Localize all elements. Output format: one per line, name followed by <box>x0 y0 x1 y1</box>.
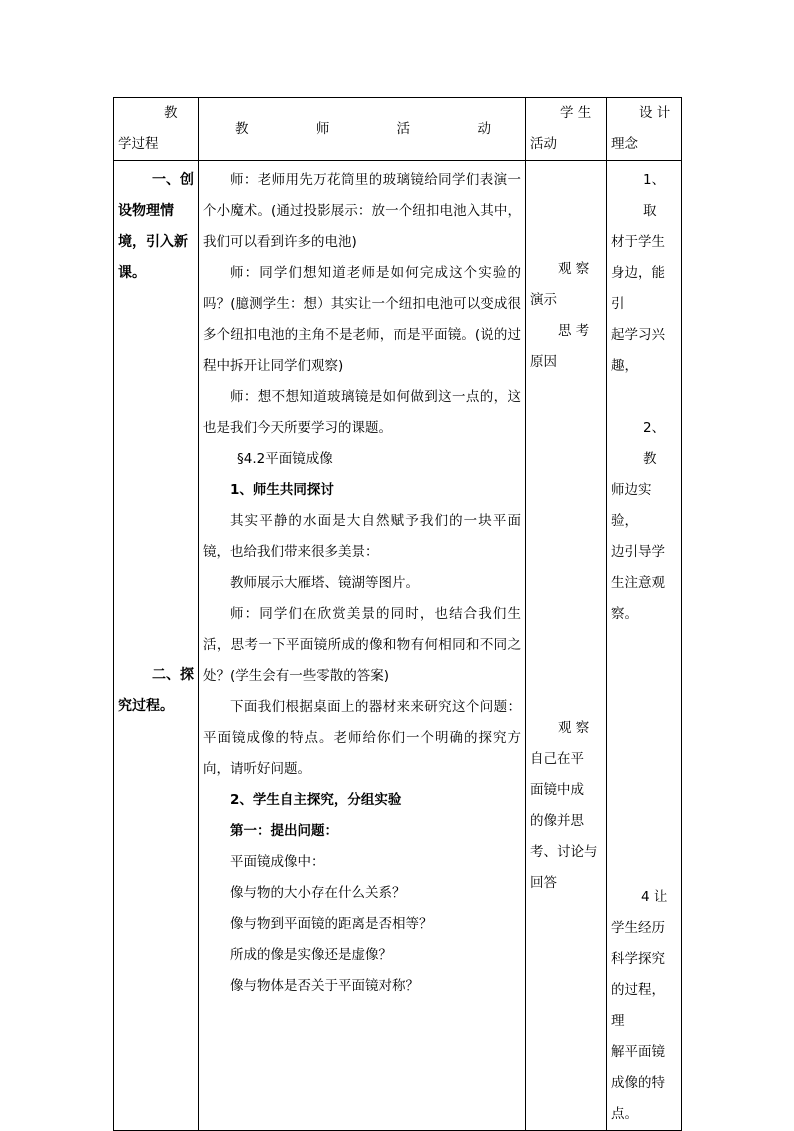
lesson-plan-table <box>113 97 682 1131</box>
stage1-line3: 境，引入新 <box>118 234 188 250</box>
stage1-line1: 一、创 <box>152 172 194 188</box>
teacher-paragraph-1: 师：老师用先万花筒里的玻璃镜给同学们表演一个小魔术。(通过投影展示：放一个纽扣电池入其中，我们可以看到许多的电池) <box>203 172 521 250</box>
design-a-line1: 1、取 <box>643 172 666 219</box>
stage2-text <box>118 660 194 722</box>
header-row <box>114 98 682 161</box>
design-a-line2: 材于学生 <box>611 234 665 250</box>
teacher-paragraph-9: 下面我们根据桌面上的器材来来研究这个问题：平面镜成像的特点。老师给你们一个明确的探究方向，请听好问题。 <box>203 699 521 777</box>
design-a-line5: 趣， <box>611 358 638 374</box>
content-row <box>114 161 682 1131</box>
stage1-line2: 设物理情 <box>118 203 174 219</box>
student-a-line1: 观 察 <box>558 261 590 277</box>
header-col2-char3: 活 <box>396 121 411 137</box>
design-concept-cell <box>607 161 682 1131</box>
student-a-line3: 思 考 <box>558 323 590 339</box>
teacher-paragraphs <box>203 165 521 1002</box>
stage2-line1: 二、探 <box>152 667 194 683</box>
header-col2-char4: 动 <box>477 121 491 137</box>
design-note-1 <box>611 165 677 382</box>
student-a-line4: 原因 <box>530 354 557 370</box>
design-c-line6: 成像的特 <box>611 1075 665 1091</box>
header-col1-line1: 教 <box>164 105 178 121</box>
teacher-paragraph-6: 其实平静的水面是大自然赋予我们的一块平面镜，也给我们带来很多美景： <box>203 513 521 560</box>
stage-cell <box>114 161 199 1131</box>
header-col1-line2: 学过程 <box>118 136 159 152</box>
teacher-paragraph-7: 教师展示大雁塔、镜湖等图片。 <box>230 575 419 591</box>
stage1-line4: 课。 <box>118 265 146 281</box>
design-c-line7: 点。 <box>611 1106 638 1122</box>
design-note-4 <box>611 882 677 1130</box>
design-b-line3: 边引导学 <box>611 544 665 560</box>
header-col3-line1: 学 生 <box>560 105 592 121</box>
header-design-concept <box>607 98 682 161</box>
student-b-line1: 观 察 <box>558 720 590 736</box>
design-b-line2: 师边实验， <box>611 482 652 529</box>
student-activity-b <box>530 713 602 899</box>
student-activity-a <box>530 254 602 378</box>
header-col4-line1: 设 计 <box>639 105 671 121</box>
header-col2-char1: 教 <box>235 121 249 137</box>
student-a-line2: 演示 <box>530 292 557 308</box>
teacher-paragraph-12: 平面镜成像中： <box>230 854 325 870</box>
question-1: 像与物的大小存在什么关系？ <box>230 885 406 901</box>
student-b-line5: 考、讨论与 <box>530 844 598 860</box>
lesson-title: §4.2平面镜成像 <box>237 451 333 467</box>
question-4: 像与物体是否关于平面镜对称？ <box>230 978 419 994</box>
step-heading-1: 第一：提出问题： <box>230 823 338 839</box>
design-note-2 <box>611 413 677 630</box>
design-b-line4: 生注意观 <box>611 575 665 591</box>
header-student-activity <box>526 98 607 161</box>
teacher-paragraph-3: 师：想不想知道玻璃镜是如何做到这一点的，这也是我们今天所要学习的课题。 <box>203 389 521 436</box>
stage1-text <box>118 165 194 289</box>
question-2: 像与物到平面镜的距离是否相等？ <box>230 916 433 932</box>
header-col2-char2: 师 <box>315 121 330 137</box>
header-col4-line2: 理念 <box>611 136 638 152</box>
student-b-line6: 回答 <box>530 875 557 891</box>
teacher-activity-cell <box>199 161 526 1131</box>
teacher-paragraph-2: 师：同学们想知道老师是如何完成这个实验的吗？(臆测学生：想）其实让一个纽扣电池可以变成很多个纽扣电池的主角不是老师，而是平面镜。(说的过程中拆开让同学们观察) <box>203 265 521 374</box>
student-b-line2: 自己在平 <box>530 751 584 767</box>
design-c-line1: 4 让 <box>641 889 668 905</box>
header-teacher-activity <box>199 98 526 161</box>
student-activity-cell <box>526 161 607 1131</box>
design-c-line2: 学生经历 <box>611 920 665 936</box>
teacher-paragraph-8: 师：同学们在欣赏美景的同时，也结合我们生活，思考一下平面镜所成的像和物有何相同和不同之处？(学生会有一些零散的答案) <box>203 606 521 684</box>
design-b-line5: 察。 <box>611 606 638 622</box>
question-3: 所成的像是实像还是虚像？ <box>230 947 392 963</box>
design-c-line4: 的过程，理 <box>611 982 665 1029</box>
section-heading-2: 2、学生自主探究，分组实验 <box>230 792 402 808</box>
student-b-line3: 面镜中成 <box>530 782 584 798</box>
design-a-line4: 起学习兴 <box>611 327 665 343</box>
section-heading-1: 1、师生共同探讨 <box>230 482 334 498</box>
design-a-line3: 身边，能引 <box>611 265 665 312</box>
design-b-line1: 2、教 <box>643 420 666 467</box>
stage2-line2: 究过程。 <box>118 698 174 714</box>
header-col3-line2: 活动 <box>530 136 557 152</box>
design-c-line5: 解平面镜 <box>611 1044 665 1060</box>
student-b-line4: 的像并思 <box>530 813 584 829</box>
design-c-line3: 科学探究 <box>611 951 665 967</box>
header-teaching-process <box>114 98 199 161</box>
